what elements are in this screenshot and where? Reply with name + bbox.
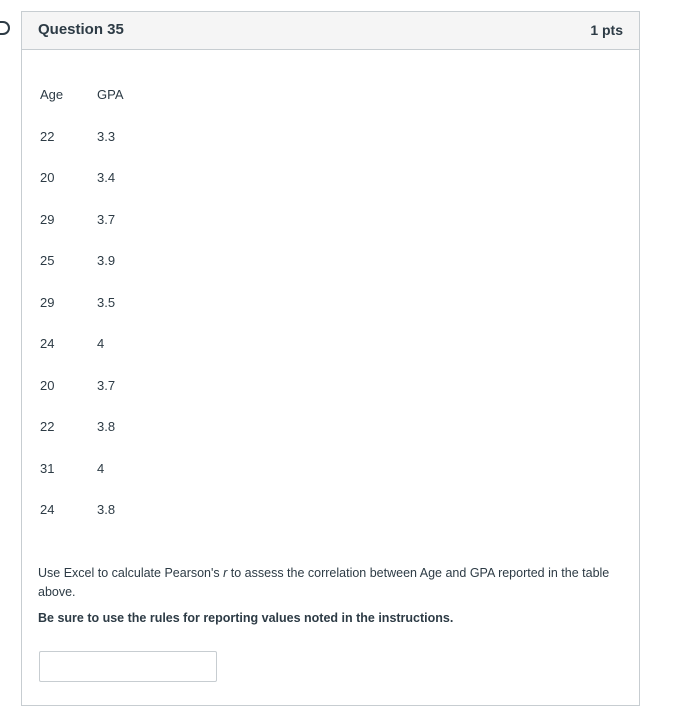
- table-row: [34, 448, 157, 490]
- gpa-cell: 3.4: [97, 170, 116, 186]
- reporting-instruction: Be sure to use the rules for reporting values noted in the instructions.: [38, 611, 454, 625]
- age-cell: 20: [40, 377, 55, 393]
- gpa-cell: 3.8: [97, 419, 116, 435]
- age-cell: 22: [40, 419, 55, 435]
- gpa-cell: 3.3: [97, 128, 116, 144]
- prompt-text-start: Use Excel to calculate Pearson's: [38, 566, 224, 580]
- age-cell: 22: [40, 128, 55, 144]
- gpa-cell: 3.9: [97, 253, 116, 269]
- age-cell: 29: [40, 294, 55, 310]
- question-prompt: [38, 564, 623, 602]
- question-header: [22, 12, 639, 50]
- answer-input[interactable]: [39, 651, 217, 682]
- age-cell: 25: [40, 253, 55, 269]
- age-cell: 24: [40, 502, 55, 518]
- table-row: [34, 157, 157, 199]
- bookmark-flag-icon[interactable]: [0, 21, 10, 35]
- question-points: 1 pts: [590, 22, 623, 38]
- age-cell: 31: [40, 460, 55, 476]
- prompt-text-end: to assess the correlation between Age and GPA reported in the table above.: [38, 566, 610, 599]
- gpa-cell: 4: [97, 460, 105, 476]
- age-cell: 24: [40, 336, 55, 352]
- table-row: [34, 323, 157, 365]
- table-header-row: [34, 74, 157, 116]
- age-cell: 20: [40, 170, 55, 186]
- gpa-cell: 4: [97, 336, 105, 352]
- table-row: [34, 489, 157, 531]
- question-title: Question 35: [38, 21, 124, 38]
- table-row: [34, 282, 157, 324]
- table-row: [34, 365, 157, 407]
- gpa-cell: 3.8: [97, 502, 116, 518]
- column-header-gpa: GPA: [97, 87, 124, 103]
- table-row: [34, 199, 157, 241]
- table-row: [34, 406, 157, 448]
- pearson-r-symbol: r: [223, 566, 228, 580]
- table-row: [34, 116, 157, 158]
- gpa-cell: 3.5: [97, 294, 116, 310]
- gpa-cell: 3.7: [97, 377, 116, 393]
- column-header-age: Age: [40, 87, 64, 103]
- gpa-cell: 3.7: [97, 211, 116, 227]
- question-card: [21, 11, 640, 706]
- data-table: [34, 74, 157, 531]
- table-row: [34, 240, 157, 282]
- age-cell: 29: [40, 211, 55, 227]
